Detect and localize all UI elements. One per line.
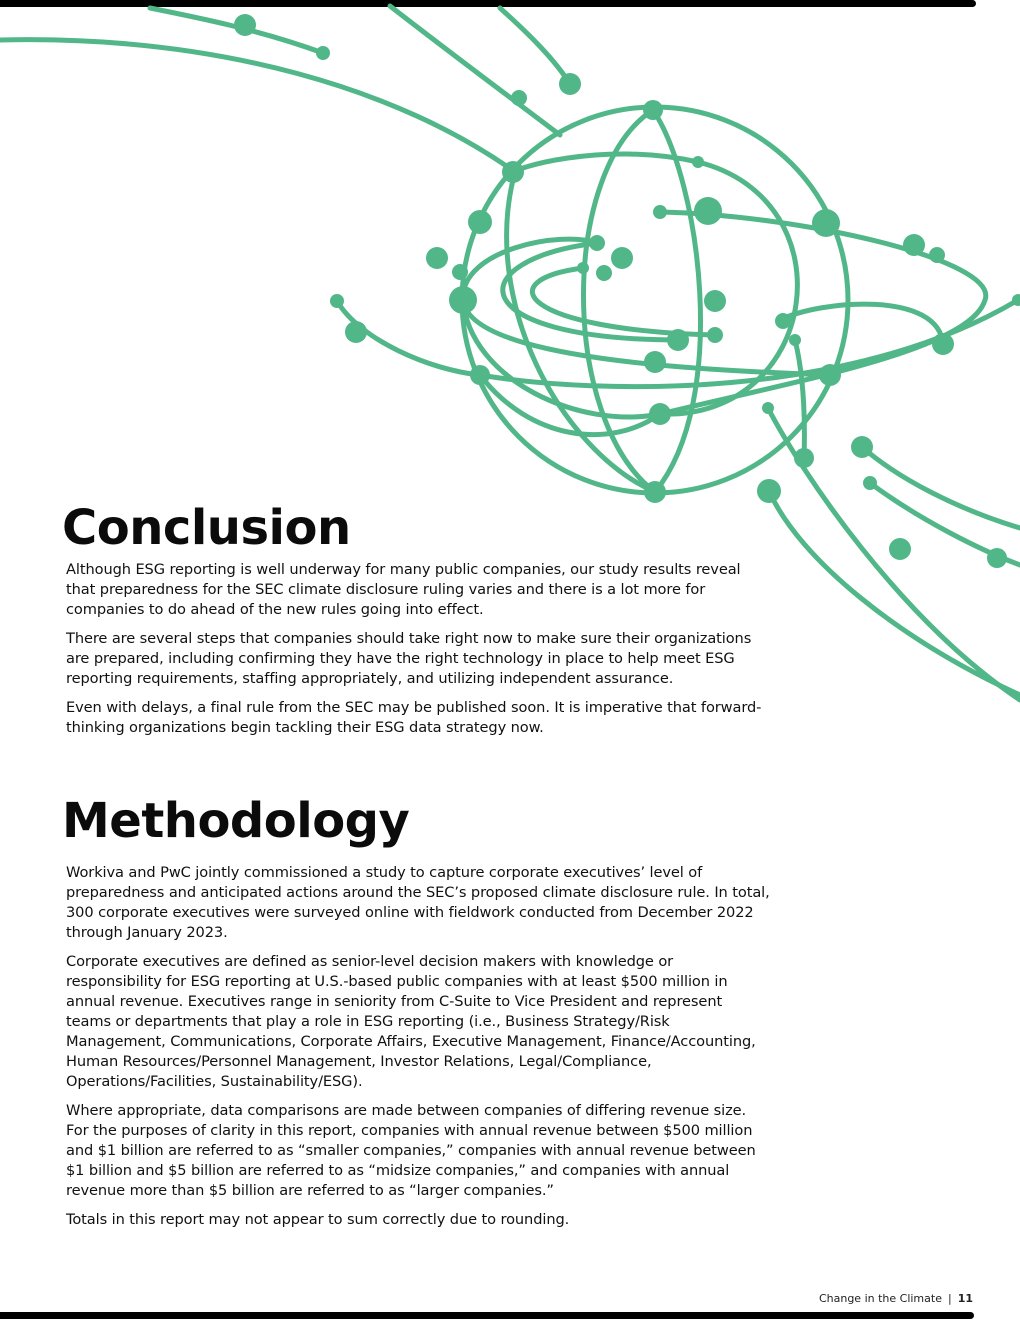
- conclusion-paragraph: Even with delays, a final rule from the SEC may be published soon. It is imperative that forward-thinking organizations begin tackling their ESG data strategy now.: [66, 699, 762, 736]
- methodology-body: [66, 863, 770, 1239]
- page-number: 11: [957, 1292, 973, 1305]
- conclusion-heading: Conclusion: [62, 500, 351, 556]
- methodology-paragraph: Corporate executives are defined as senior-level decision makers with knowledge or responsibility for ESG reporting at U.S.-based public companies with at least $500 million in annual revenue. Executives range in seniority from C-Suite to Vice President and represent teams or departments that play a role in ESG reporting (i.e., Business Strategy/Risk Management, Communications, Corporate Affairs, Executive Management, Finance/Accounting, Human Resources/Personnel Management, Investor Relations, Legal/Compliance, Operations/Facilities, Sustainability/ESG).: [66, 953, 756, 1090]
- methodology-paragraph: Workiva and PwC jointly commissioned a study to capture corporate executives’ level of preparedness and anticipated actions around the SEC’s proposed climate disclosure rule. In total, 300 corporate executives were surveyed online with fieldwork conducted from December 2022 through January 2023.: [66, 864, 770, 941]
- conclusion-paragraph: There are several steps that companies should take right now to make sure their organizations are prepared, including confirming they have the right technology in place to help meet ESG reporting requirements, staffing appropriately, and utilizing independent assurance.: [66, 630, 752, 687]
- methodology-paragraph: Where appropriate, data comparisons are made between companies of differing revenue size. For the purposes of clarity in this report, companies with annual revenue between $500 million and $1 billion are referred to as “smaller companies,” companies with annual revenue between $1 billion and $5 billion are referred to as “midsize companies,” and companies with annual revenue more than $5 billion are referred to as “larger companies.”: [66, 1102, 756, 1199]
- footer-report-title: Change in the Climate: [818, 1292, 942, 1305]
- conclusion-body: [66, 560, 770, 747]
- methodology-paragraph: Totals in this report may not appear to sum correctly due to rounding.: [66, 1211, 570, 1228]
- page-footer: [819, 1292, 973, 1305]
- footer-separator: |: [947, 1292, 952, 1305]
- bottom-rule: [0, 1312, 974, 1319]
- methodology-heading: Methodology: [62, 793, 410, 849]
- conclusion-paragraph: Although ESG reporting is well underway for many public companies, our study results reveal that preparedness for the SEC climate disclosure ruling varies and there is a lot more for companies to do ahead of the new rules going into effect.: [66, 561, 741, 618]
